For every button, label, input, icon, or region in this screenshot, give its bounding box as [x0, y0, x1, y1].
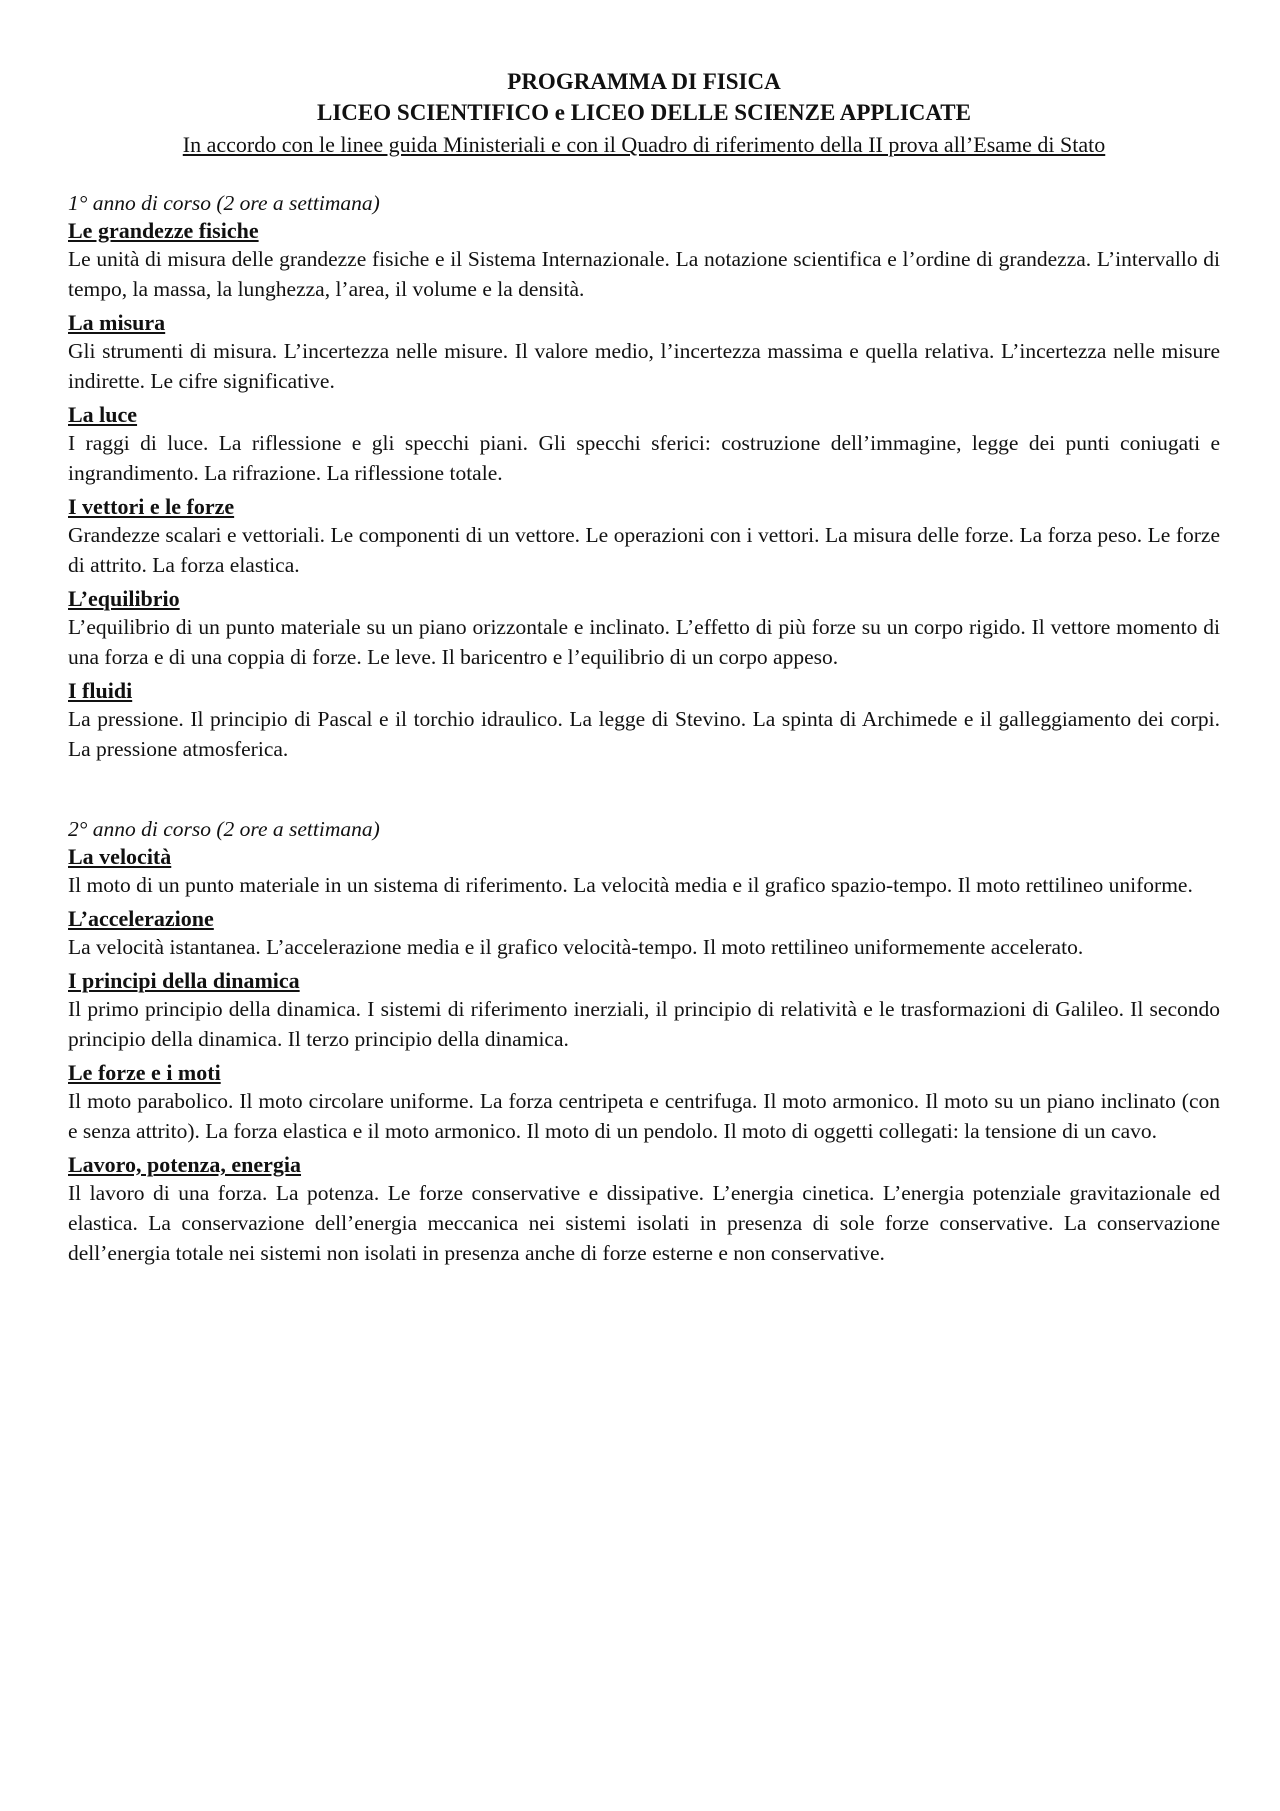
topic-text: L’equilibrio di un punto materiale su un piano orizzontale e inclinato. L’effetto di più forze su un corpo rigido. Il vettore momento di una forza e di una coppia di forze. Le leve. Il baricentro e l’equilibrio di un corpo appeso. — [68, 615, 1220, 669]
document-page — [68, 66, 1220, 1268]
topic-title: I vettori e le forze — [68, 494, 235, 519]
topic-text: Grandezze scalari e vettoriali. Le componenti di un vettore. Le operazioni con i vettori. La misura delle forze. La forza peso. Le forze di attrito. La forza elastica. — [68, 523, 1220, 577]
topic-title: I principi della dinamica — [68, 968, 300, 993]
topic-section — [68, 494, 1220, 580]
topic-text: Gli strumenti di misura. L’incertezza nelle misure. Il valore medio, l’incertezza massima e quella relativa. L’incertezza nelle misure indirette. Le cifre significative. — [68, 339, 1220, 393]
topic-section — [68, 1060, 1220, 1146]
topic-title: La misura — [68, 310, 166, 335]
topic-section — [68, 1152, 1220, 1268]
topic-text: Il primo principio della dinamica. I sistemi di riferimento inerziali, il principio di relatività e le trasformazioni di Galileo. Il secondo principio della dinamica. Il terzo principio della dinamica. — [68, 997, 1220, 1051]
topic-text: Il moto di un punto materiale in un sistema di riferimento. La velocità media e il grafico spazio-tempo. Il moto rettilineo uniforme. — [68, 873, 1193, 897]
topic-text: Le unità di misura delle grandezze fisiche e il Sistema Internazionale. La notazione scientifica e l’ordine di grandezza. L’intervallo di tempo, la massa, la lunghezza, l’area, il volume e la densità. — [68, 247, 1220, 301]
topic-title: L’equilibrio — [68, 586, 180, 611]
year-heading-1: 1° anno di corso (2 ore a settimana) — [68, 191, 380, 215]
document-title: PROGRAMMA DI FISICA — [507, 69, 781, 94]
topic-section — [68, 906, 1220, 962]
topic-title: La luce — [68, 402, 138, 427]
topic-title: Le grandezze fisiche — [68, 218, 259, 243]
topic-text: I raggi di luce. La riflessione e gli specchi piani. Gli specchi sferici: costruzione dell’immagine, legge dei punti coniugati e ingrandimento. La rifrazione. La riflessione totale. — [68, 431, 1220, 485]
topic-title: I fluidi — [68, 678, 133, 703]
topic-section — [68, 402, 1220, 488]
topic-section — [68, 310, 1220, 396]
topic-section — [68, 218, 1220, 304]
topic-title: Lavoro, potenza, energia — [68, 1152, 302, 1177]
document-subtitle: In accordo con le linee guida Ministeriali e con il Quadro di riferimento della II prova all’Esame di Stato — [182, 132, 1106, 157]
document-header — [68, 66, 1220, 160]
year-heading-2: 2° anno di corso (2 ore a settimana) — [68, 817, 380, 841]
topic-title: Le forze e i moti — [68, 1060, 221, 1085]
document-title-secondary: LICEO SCIENTIFICO e LICEO DELLE SCIENZE APPLICATE — [317, 100, 971, 125]
topic-section — [68, 968, 1220, 1054]
topic-text: La pressione. Il principio di Pascal e il torchio idraulico. La legge di Stevino. La spinta di Archimede e il galleggiamento dei corpi. La pressione atmosferica. — [68, 707, 1220, 761]
topic-section — [68, 678, 1220, 764]
topic-text: Il lavoro di una forza. La potenza. Le forze conservative e dissipative. L’energia cinetica. L’energia potenziale gravitazionale ed elastica. La conservazione dell’energia meccanica nei sistemi isolati in presenza di sole forze conservative. La conservazione dell’energia totale nei sistemi non isolati in presenza anche di forze esterne e non conservative. — [68, 1181, 1220, 1265]
topic-text: La velocità istantanea. L’accelerazione media e il grafico velocità-tempo. Il moto rettilineo uniformemente accelerato. — [68, 935, 1084, 959]
topic-section — [68, 844, 1220, 900]
topic-text: Il moto parabolico. Il moto circolare uniforme. La forza centripeta e centrifuga. Il moto armonico. Il moto su un piano inclinato (con e senza attrito). La forza elastica e il moto armonico. Il moto di un pendolo. Il moto di oggetti collegati: la tensione di un cavo. — [68, 1089, 1220, 1143]
topic-section — [68, 586, 1220, 672]
topic-title: La velocità — [68, 844, 172, 869]
topic-title: L’accelerazione — [68, 906, 214, 931]
